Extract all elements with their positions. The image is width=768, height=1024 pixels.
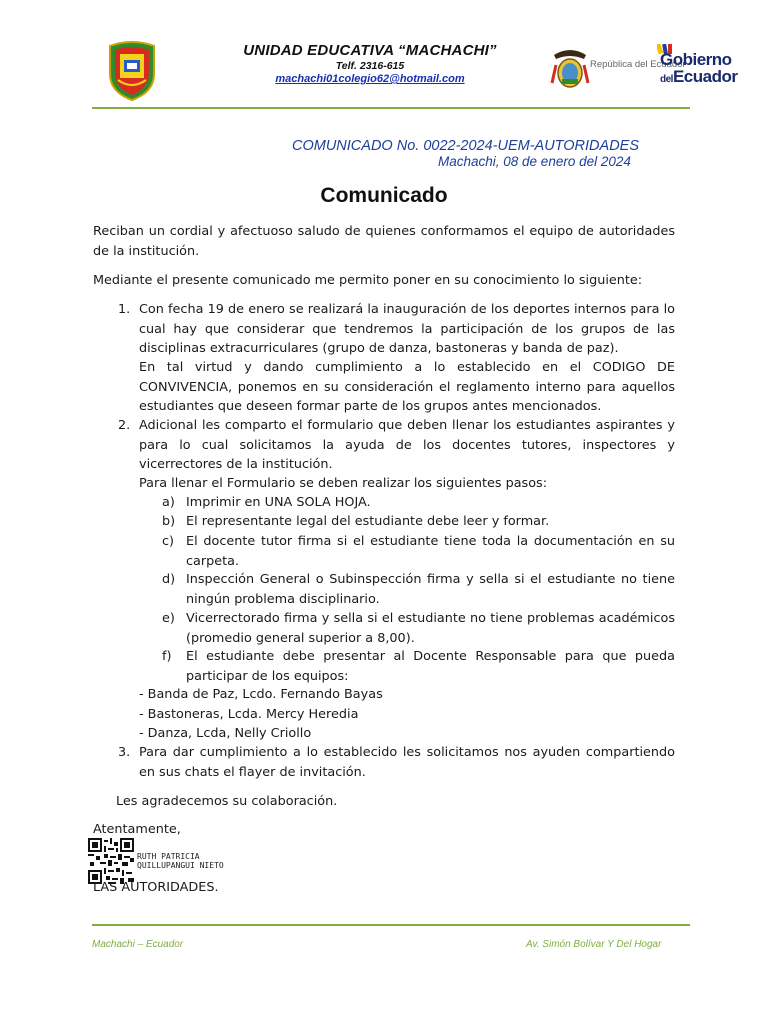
item-1-text2: En tal virtud y dando cumplimiento a lo establecido en el CODIGO DE CONVIVENCIA, ponemos en su consideración el reglamento interno para aquellos estudiantes que deseen formar parte de los grupos antes mencionados. (139, 360, 675, 414)
item-3-text: Para dar cumplimiento a lo establecido les solicitamos nos ayuden compartiendo en sus chats el flayer de invitación. (139, 745, 675, 780)
lead-paragraph: Mediante el presente comunicado me permito poner en su conocimiento lo siguiente: (93, 273, 643, 288)
phone-number: Telf. 2316-615 (335, 60, 405, 72)
signature-label: LAS AUTORIDADES. (93, 880, 219, 895)
item-1-text: Con fecha 19 de enero se realizará la inauguración de los deportes internos para lo cual hay que considerar que tendremos la participación de los grupos de las disciplinas extracurriculares (grupo de danza, bastoneras y banda de paz). (139, 302, 675, 356)
del-word: del (660, 74, 673, 85)
page-title: Comunicado (320, 184, 448, 207)
communique-number: COMUNICADO No. 0022-2024-UEM-AUTORIDADES (292, 138, 640, 154)
step-text: Imprimir en UNA SOLA HOJA. (186, 495, 371, 510)
team-line: - Banda de Paz, Lcdo. Fernando Bayas (139, 687, 383, 702)
gobierno-word: Gobierno (660, 50, 732, 69)
step-letter: e) (162, 611, 175, 626)
step-letter: d) (162, 572, 176, 587)
school-shield-logo (106, 40, 158, 102)
school-name: UNIDAD EDUCATIVA “MACHACHI” (243, 42, 497, 59)
thanks-line: Les agradecemos su colaboración. (116, 794, 338, 809)
step-letter: f) (162, 649, 172, 664)
republica-text: República del Ecuador (590, 59, 686, 70)
step-text: Vicerrectorado firma y sella si el estudiante no tiene problemas académicos (promedio general superior a 8,00). (186, 611, 675, 646)
step-letter: b) (162, 514, 176, 529)
signer-name-line2: QUILLUPANGUI NIETO (137, 861, 224, 870)
footer-divider (92, 924, 690, 926)
step-letter: c) (162, 534, 175, 549)
footer-address: Av. Simón Bolívar Y Del Hogar (526, 939, 662, 950)
step-text: El estudiante debe presentar al Docente Responsable para que pueda participar de los equipos: (186, 649, 675, 684)
item-number: 3. (118, 745, 131, 760)
ecuador-word: Ecuador (672, 67, 738, 86)
header-center (230, 42, 510, 85)
email-link[interactable]: machachi01colegio62@hotmail.com (275, 73, 465, 85)
header-divider (92, 107, 690, 109)
item-number: 1. (118, 302, 131, 317)
communique-place-date: Machachi, 08 de enero del 2024 (438, 154, 631, 169)
closing-line: Atentamente, (93, 822, 181, 837)
del-ecuador-line (660, 69, 737, 88)
item-number: 2. (118, 418, 131, 433)
intro-paragraph: Reciban un cordial y afectuoso saludo de quienes conformamos el equipo de autoridades de la institución. (93, 224, 675, 259)
footer-location: Machachi – Ecuador (92, 939, 184, 950)
item-2-text: Adicional les comparto el formulario que deben llenar los estudiantes aspirantes y para lo cual solicitamos la ayuda de los docentes tutores, inspectores y vicerrectores de la institución. (139, 418, 675, 472)
step-text: El representante legal del estudiante debe leer y formar. (186, 514, 550, 529)
team-line: - Danza, Lcda, Nelly Criollo (139, 726, 312, 741)
step-text: Inspección General o Subinspección firma y sella si el estudiante no tiene ningún problema disciplinario. (186, 572, 675, 607)
item-2-text2: Para llenar el Formulario se deben realizar los siguientes pasos: (139, 476, 548, 491)
team-line: - Bastoneras, Lcda. Mercy Heredia (139, 707, 359, 722)
signer-name (137, 852, 224, 870)
step-text: El docente tutor firma si el estudiante tiene toda la documentación en su carpeta. (186, 534, 675, 569)
step-letter: a) (162, 495, 175, 510)
signer-name-line1: RUTH PATRICIA (137, 852, 200, 861)
